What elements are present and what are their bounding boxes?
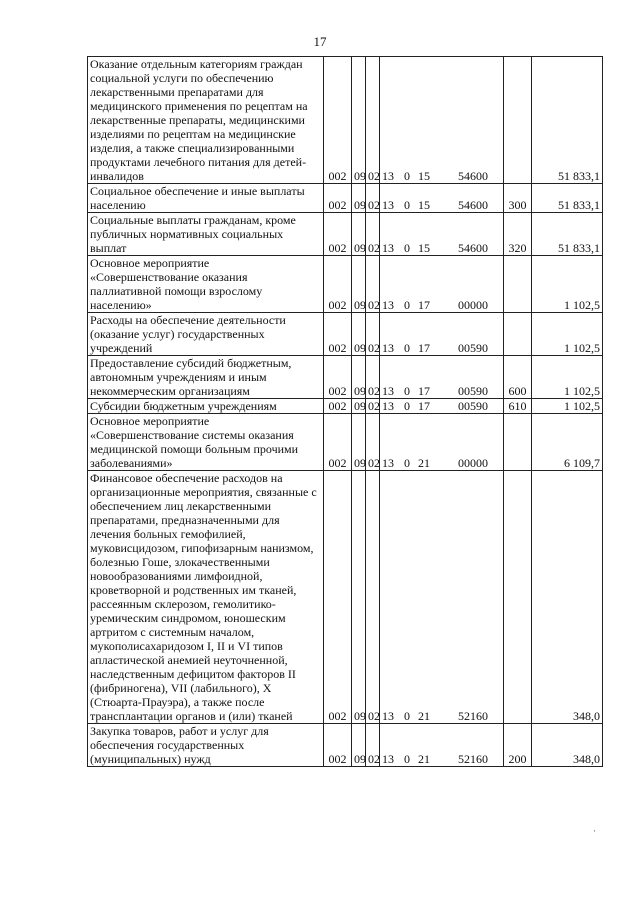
row-amount: 51 833,1 [532, 57, 603, 184]
row-expense-type: 300 [504, 184, 532, 213]
row-direction: 00000 [458, 298, 488, 312]
row-program: 13 [382, 241, 394, 255]
row-section: 09 [352, 313, 366, 356]
row-amount: 6 109,7 [532, 414, 603, 471]
row-direction: 52160 [458, 709, 488, 723]
row-name: Оказание отдельным категориям граждан социальной услуги по обеспечению лекарственными препаратами для медицинского применения по рецептам на лекарственные препараты, медицинскими изделиями по рецептам на медицинские изделия, а также специализированными продуктами лечебного питания для детей-инвалидов [88, 57, 324, 184]
table-row [88, 57, 603, 184]
row-expense-type: 610 [504, 399, 532, 414]
row-event: 21 [418, 709, 430, 723]
row-section: 09 [352, 213, 366, 256]
table-row [88, 399, 603, 414]
row-program: 13 [382, 384, 394, 398]
row-ministry: 002 [324, 57, 352, 184]
row-expense-type [504, 256, 532, 313]
row-program: 13 [382, 198, 394, 212]
budget-table [87, 56, 603, 767]
row-event: 15 [418, 241, 430, 255]
row-expense-type: 320 [504, 213, 532, 256]
row-ministry: 002 [324, 471, 352, 724]
row-program: 13 [382, 709, 394, 723]
row-section: 09 [352, 399, 366, 414]
row-section: 09 [352, 356, 366, 399]
row-event: 15 [418, 198, 430, 212]
row-sub: 0 [404, 298, 410, 312]
row-amount: 348,0 [532, 724, 603, 767]
row-sub: 0 [404, 341, 410, 355]
table-row [88, 356, 603, 399]
row-name: Закупка товаров, работ и услуг для обеспечения государственных (муниципальных) нужд [88, 724, 324, 767]
row-direction: 00590 [458, 384, 488, 398]
row-direction: 54600 [458, 198, 488, 212]
row-ministry: 002 [324, 399, 352, 414]
table-row [88, 213, 603, 256]
row-section: 09 [352, 57, 366, 184]
row-event: 21 [418, 456, 430, 470]
row-target-article [380, 356, 504, 399]
row-direction: 52160 [458, 752, 488, 766]
row-ministry: 002 [324, 356, 352, 399]
edge-mark: · [593, 826, 596, 836]
row-event: 21 [418, 752, 430, 766]
row-target-article [380, 399, 504, 414]
table-row [88, 184, 603, 213]
row-direction: 00000 [458, 456, 488, 470]
row-name: Основное мероприятие «Совершенствование системы оказания медицинской помощи больным прочими заболеваниями» [88, 414, 324, 471]
row-expense-type [504, 414, 532, 471]
row-sub: 0 [404, 241, 410, 255]
row-name: Предоставление субсидий бюджетным, автономным учреждениям и иным некоммерческим организациям [88, 356, 324, 399]
table-row [88, 414, 603, 471]
row-subsection: 02 [366, 57, 380, 184]
row-event: 17 [418, 341, 430, 355]
table-row [88, 724, 603, 767]
row-name: Основное мероприятие «Совершенствование оказания паллиативной помощи взрослому населению» [88, 256, 324, 313]
row-target-article [380, 184, 504, 213]
row-sub: 0 [404, 384, 410, 398]
row-direction: 00590 [458, 399, 488, 413]
row-program: 13 [382, 399, 394, 413]
row-sub: 0 [404, 456, 410, 470]
row-sub: 0 [404, 198, 410, 212]
row-subsection: 02 [366, 399, 380, 414]
row-sub: 0 [404, 399, 410, 413]
row-subsection: 02 [366, 414, 380, 471]
row-name: Финансовое обеспечение расходов на организационные мероприятия, связанные с обеспечением лиц лекарственными препаратами, предназначенными для лечения больных гемофилией, муковисцидозом, гипофизарным нанизмом, болезнью Гоше, злокачественными новообразованиями лимфоидной, кроветворной и родственных им тканей, рассеянным склерозом, гемолитико-уремическим синдромом, юношеским артритом с системным началом, мукополисахаридозом I, II и VI типов апластической анемией неуточненной, наследственным дефицитом факторов II (фибриногена), VII (лабильного), X (Стюарта-Прауэра), а также после трансплантации органов и (или) тканей [88, 471, 324, 724]
table-row [88, 256, 603, 313]
row-ministry: 002 [324, 213, 352, 256]
row-subsection: 02 [366, 471, 380, 724]
row-amount: 1 102,5 [532, 256, 603, 313]
row-ministry: 002 [324, 184, 352, 213]
row-amount: 1 102,5 [532, 313, 603, 356]
row-program: 13 [382, 341, 394, 355]
row-ministry: 002 [324, 414, 352, 471]
row-amount: 348,0 [532, 471, 603, 724]
row-subsection: 02 [366, 313, 380, 356]
row-ministry: 002 [324, 256, 352, 313]
row-section: 09 [352, 184, 366, 213]
row-name: Субсидии бюджетным учреждениям [88, 399, 324, 414]
row-sub: 0 [404, 709, 410, 723]
row-ministry: 002 [324, 724, 352, 767]
row-ministry: 002 [324, 313, 352, 356]
row-name: Социальные выплаты гражданам, кроме публичных нормативных социальных выплат [88, 213, 324, 256]
row-expense-type: 600 [504, 356, 532, 399]
row-expense-type: 200 [504, 724, 532, 767]
row-expense-type [504, 57, 532, 184]
row-name: Расходы на обеспечение деятельности (оказание услуг) государственных учреждений [88, 313, 324, 356]
row-target-article [380, 724, 504, 767]
row-sub: 0 [404, 169, 410, 183]
row-subsection: 02 [366, 356, 380, 399]
row-target-article [380, 471, 504, 724]
row-program: 13 [382, 298, 394, 312]
row-expense-type [504, 313, 532, 356]
row-amount: 51 833,1 [532, 184, 603, 213]
row-section: 09 [352, 724, 366, 767]
row-amount: 1 102,5 [532, 356, 603, 399]
row-event: 15 [418, 169, 430, 183]
row-subsection: 02 [366, 213, 380, 256]
row-event: 17 [418, 384, 430, 398]
row-target-article [380, 213, 504, 256]
row-subsection: 02 [366, 724, 380, 767]
row-target-article [380, 256, 504, 313]
row-expense-type [504, 471, 532, 724]
row-target-article [380, 57, 504, 184]
row-program: 13 [382, 752, 394, 766]
row-program: 13 [382, 456, 394, 470]
row-sub: 0 [404, 752, 410, 766]
row-section: 09 [352, 256, 366, 313]
row-program: 13 [382, 169, 394, 183]
table-row [88, 471, 603, 724]
row-amount: 51 833,1 [532, 213, 603, 256]
row-subsection: 02 [366, 184, 380, 213]
row-direction: 54600 [458, 169, 488, 183]
row-amount: 1 102,5 [532, 399, 603, 414]
table-row [88, 313, 603, 356]
row-event: 17 [418, 399, 430, 413]
budget-table-body [88, 57, 603, 767]
page-number: 17 [313, 34, 327, 49]
row-direction: 00590 [458, 341, 488, 355]
row-section: 09 [352, 414, 366, 471]
row-direction: 54600 [458, 241, 488, 255]
row-name: Социальное обеспечение и иные выплаты населению [88, 184, 324, 213]
row-target-article [380, 313, 504, 356]
row-event: 17 [418, 298, 430, 312]
row-subsection: 02 [366, 256, 380, 313]
row-target-article [380, 414, 504, 471]
row-section: 09 [352, 471, 366, 724]
